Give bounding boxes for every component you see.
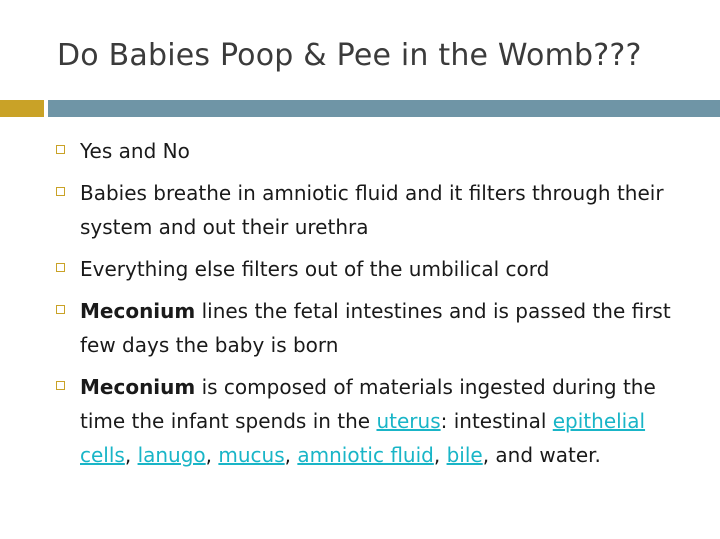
bullet-item: [56, 252, 696, 286]
bullet-text: Everything else filters out of the umbilical cord: [80, 257, 550, 281]
bullet-text: ,: [284, 443, 298, 467]
title-rule-bar: [48, 100, 720, 117]
bullet-item: [56, 294, 696, 362]
bullet-text: ,: [124, 443, 138, 467]
slide-title: Do Babies Poop & Pee in the Womb???: [57, 38, 642, 73]
title-rule-accent: [0, 100, 44, 117]
amniotic-fluid-link[interactable]: amniotic fluid: [297, 443, 434, 467]
bullet-item: [56, 370, 696, 472]
bullet-text: , and water.: [482, 443, 601, 467]
bullet-text: Babies breathe in amniotic fluid and it filters through their system and out their urethra: [80, 181, 664, 239]
square-bullet-icon: [56, 263, 65, 272]
epithelial-cells-link[interactable]: epithelial cells: [80, 409, 646, 467]
bullet-text: ,: [205, 443, 219, 467]
bullet-item: [56, 176, 696, 244]
mucus-link[interactable]: mucus: [218, 443, 285, 467]
bullet-text: lines the fetal intestines and is passed the first few days the baby is born: [80, 299, 671, 357]
square-bullet-icon: [56, 305, 65, 314]
bile-link[interactable]: bile: [446, 443, 483, 467]
bullet-item: [56, 134, 696, 168]
bullet-text: : intestinal: [440, 409, 553, 433]
square-bullet-icon: [56, 381, 65, 390]
bold-term: Meconium: [80, 299, 196, 323]
lanugo-link[interactable]: lanugo: [137, 443, 206, 467]
bold-term: Meconium: [80, 375, 196, 399]
uterus-link[interactable]: uterus: [376, 409, 441, 433]
bullet-text: ,: [433, 443, 447, 467]
square-bullet-icon: [56, 187, 65, 196]
square-bullet-icon: [56, 145, 65, 154]
bullet-text: is composed of materials ingested during the time the infant spends in the: [80, 375, 656, 433]
bullet-text: Yes and No: [80, 139, 190, 163]
bullet-list: [56, 134, 696, 480]
